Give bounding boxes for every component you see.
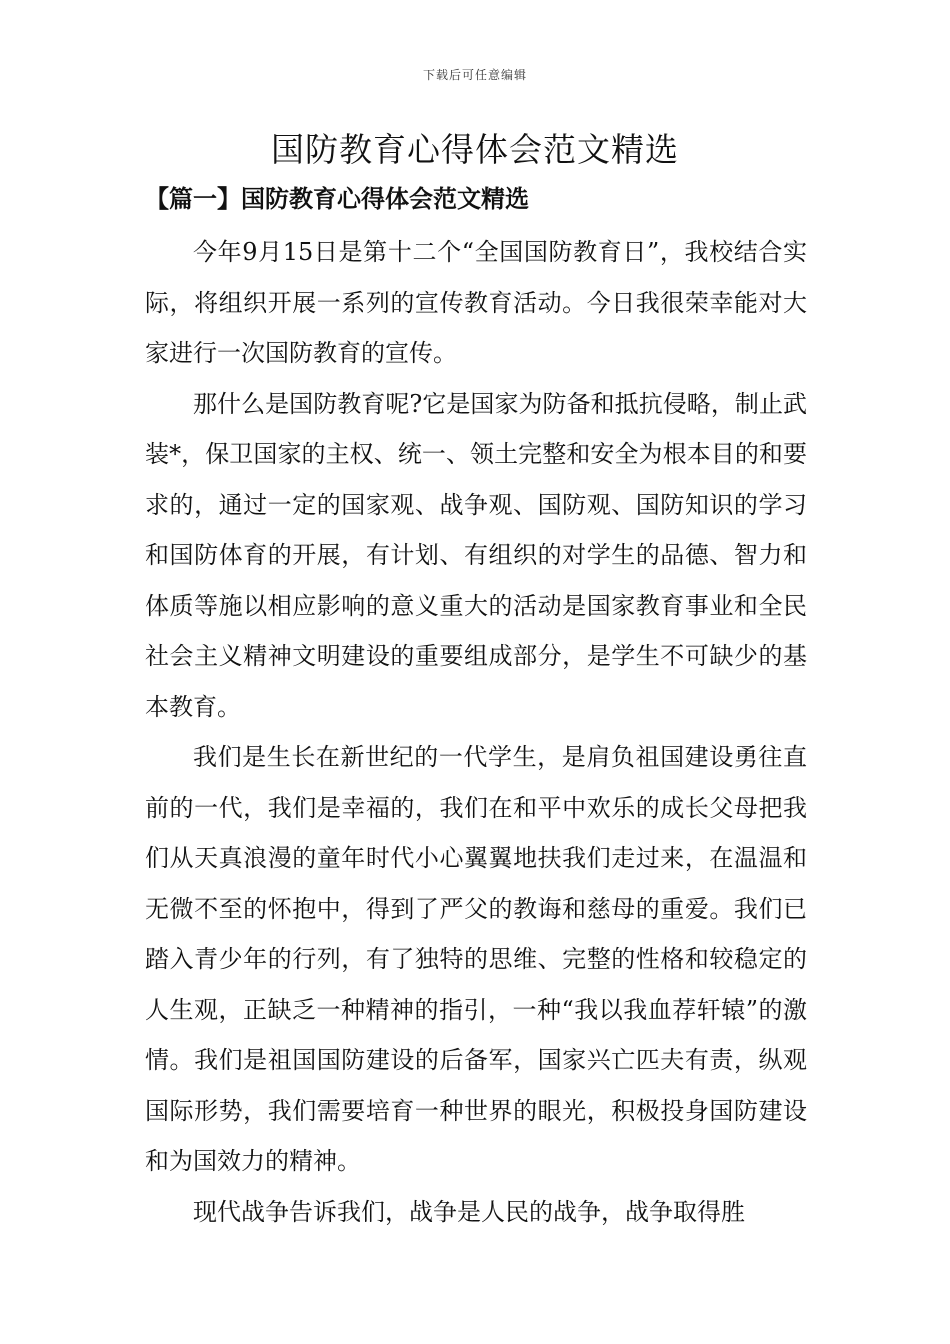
paragraph-3: 我们是生长在新世纪的一代学生，是肩负祖国建设勇往直前的一代，我们是幸福的，我们在和平中欢乐的成长父母把我们从天真浪漫的童年时代小心翼翼地扶我们走过来，在温温和无微不至的怀抱中，得到了严父的教诲和慈母的重爱。我们已踏入青少年的行列，有了独特的思维、完整的性格和较稳定的人生观，正缺乏一种精神的指引，一种“我以我血荐轩辕”的激情。我们是祖国国防建设的后备军，国家兴亡匹夫有责，纵观国际形势，我们需要培育一种世界的眼光，积极投身国防建设和为国效力的精神。 — [145, 743, 807, 1175]
paragraph-2: 那什么是国防教育呢?它是国家为防备和抵抗侵略，制止武装*，保卫国家的主权、统一、领土完整和安全为根本目的和要求的，通过一定的国家观、战争观、国防观、国防知识的学习和国防体育的开展，有计划、有组织的对学生的品德、智力和体质等施以相应影响的意义重大的活动是国家教育事业和全民社会主义精神文明建设的重要组成部分，是学生不可缺少的基本教育。 — [145, 389, 807, 721]
document-body — [145, 227, 807, 1237]
header-note: 下载后可任意编辑 — [422, 68, 527, 82]
paragraph-4: 现代战争告诉我们，战争是人民的战争，战争取得胜 — [193, 1197, 745, 1226]
section-heading: 【篇一】国防教育心得体会范文精选 — [145, 184, 529, 213]
document-title: 国防教育心得体会范文精选 — [271, 130, 679, 169]
paragraph-1: 今年9月15日是第十二个“全国国防教育日”，我校结合实际，将组织开展一系列的宣传教育活动。今日我很荣幸能对大家进行一次国防教育的宣传。 — [145, 238, 807, 367]
